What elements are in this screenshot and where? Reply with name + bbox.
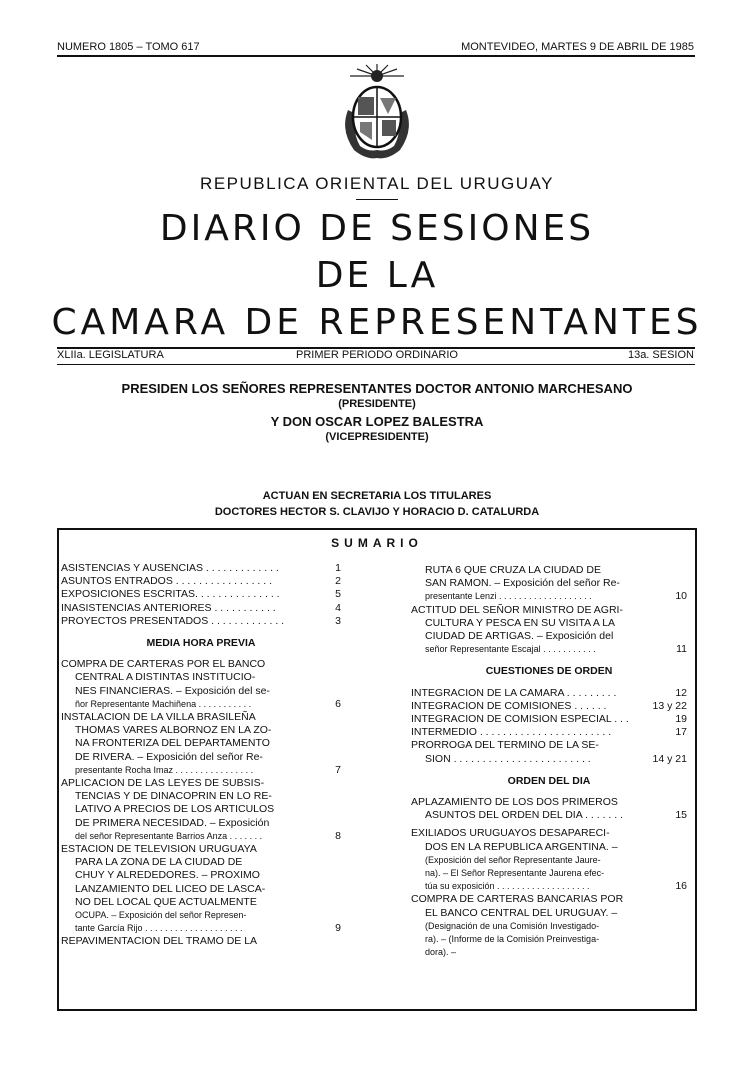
section-heading: CUESTIONES DE ORDEN: [485, 665, 613, 678]
summary-box: [57, 528, 697, 1011]
vicepresident-role: (VICEPRESIDENTE): [325, 431, 429, 443]
section-heading: ORDEN DEL DIA: [507, 774, 591, 787]
list-item[interactable]: REPAVIMENTACION DEL TRAMO DE LA: [61, 935, 258, 948]
title-divider: [356, 199, 398, 200]
list-item[interactable]: INASISTENCIAS ANTERIORES . . . . . . . . . . . 4: [61, 601, 341, 614]
list-item[interactable]: APLICACION DE LAS LEYES DE SUBSIS- TENCIAS Y DE DINACOPRIN EN LO RE- LATIVO A PRECIOS DE LOS ARTICULOS DE PRIMERA NECESIDAD. – Exposición del señor Representante Barrios Anza . . . . . . . 8: [61, 777, 341, 842]
secretaries-line: ACTUAN EN SECRETARIA LOS TITULARES: [262, 490, 492, 502]
section-heading: MEDIA HORA PREVIA: [146, 637, 256, 650]
vicepresident-line: Y DON OSCAR LOPEZ BALESTRA: [270, 414, 484, 429]
publication-title: DIARIO DE SESIONES: [159, 208, 595, 249]
legislature: XLIIa. LEGISLATURA: [57, 349, 164, 361]
list-item[interactable]: INTEGRACION DE COMISIONES . . . . . . 13 y 22: [411, 699, 687, 712]
list-item[interactable]: INTEGRACION DE COMISION ESPECIAL . . . 19: [411, 713, 687, 726]
list-item[interactable]: ASUNTOS ENTRADOS . . . . . . . . . . . . . . . . . 2: [61, 575, 341, 588]
list-item[interactable]: RUTA 6 QUE CRUZA LA CIUDAD DE SAN RAMON. – Exposición del señor Re- presentante Lenzi . . . . . . . . . . . . . . . . . . . 10: [425, 564, 687, 603]
president-role: (PRESIDENTE): [338, 398, 416, 410]
header-rule: [57, 55, 695, 57]
session-number: 13a. SESION: [627, 349, 694, 361]
issue-number: NUMERO 1805 – TOMO 617: [57, 41, 200, 53]
list-item[interactable]: APLAZAMIENTO DE LOS DOS PRIMEROS ASUNTOS DEL ORDEN DEL DIA . . . . . . . 15: [411, 796, 687, 822]
summary-right-column: [411, 564, 687, 959]
list-item[interactable]: INSTALACION DE LA VILLA BRASILEÑA THOMAS VARES ALBORNOZ EN LA ZO- NA FRONTERIZA DEL DEPARTAMENTO DE RIVERA. – Exposición del señor Re- presentante Rocha Imaz . . . . . . . . . . . . . . . . 7: [61, 711, 341, 776]
secretaries-names: DOCTORES HECTOR S. CLAVIJO Y HORACIO D. CATALURDA: [214, 506, 540, 518]
issue-date: MONTEVIDEO, MARTES 9 DE ABRIL DE 1985: [461, 41, 694, 53]
summary-title: SUMARIO: [331, 536, 423, 550]
summary-left-column: [61, 562, 341, 949]
list-item[interactable]: COMPRA DE CARTERAS BANCARIAS POR EL BANCO CENTRAL DEL URUGUAY. – (Designación de una Comisión Investigado- ra). – (Informe de la Comisión Preinvestiga- dora). –: [411, 893, 624, 958]
publication-title-line2: DE LA: [315, 255, 439, 296]
list-item[interactable]: ESTACION DE TELEVISION URUGUAYA PARA LA ZONA DE LA CIUDAD DE CHUY Y ALREDEDORES. – PROXIMO LANZAMIENTO DEL LICEO DE LASCA- NO DEL LOCAL QUE ACTUALMENTE OCUPA. – Exposición del señor Represen- tante García Rijo . . . . . . . . . . . . . . . . . . . . 9: [61, 843, 341, 935]
session-period: PRIMER PERIODO ORDINARIO: [296, 349, 458, 361]
list-item[interactable]: PROYECTOS PRESENTADOS . . . . . . . . . . . . . 3: [61, 614, 341, 627]
list-item[interactable]: ACTITUD DEL SEÑOR MINISTRO DE AGRI- CULTURA Y PESCA EN SU VISITA A LA CIUDAD DE ARTIGAS. – Exposición del señor Representante Escajal . . . . . . . . . . . 11: [411, 603, 687, 656]
list-item[interactable]: INTEGRACION DE LA CAMARA . . . . . . . . . 12: [411, 686, 687, 699]
list-item[interactable]: EXPOSICIONES ESCRITAS. . . . . . . . . . . . . . . 5: [61, 588, 341, 601]
republic-name: REPUBLICA ORIENTAL DEL URUGUAY: [200, 174, 554, 193]
list-item[interactable]: PRORROGA DEL TERMINO DE LA SE- SION . . . . . . . . . . . . . . . . . . . . . . . . 14 y 21: [411, 739, 687, 765]
list-item[interactable]: COMPRA DE CARTERAS POR EL BANCO CENTRAL A DISTINTAS INSTITUCIO- NES FINANCIERAS. – Exposición del se- ñor Representante Machiñena . . . . . . . . . . . 6: [61, 658, 341, 710]
list-item[interactable]: ASISTENCIAS Y AUSENCIAS . . . . . . . . . . . . . 1: [61, 562, 341, 574]
list-item[interactable]: EXILIADOS URUGUAYOS DESAPARECI- DOS EN LA REPUBLICA ARGENTINA. – (Exposición del señor Representante Jaure- na). – El Señor Representante Jaurena efec- túa su exposición . . . . . . . . . . . . . . . . . . . 16: [411, 827, 687, 893]
presidency-line: PRESIDEN LOS SEÑORES REPRESENTANTES DOCTOR ANTONIO MARCHESANO: [121, 381, 633, 396]
list-item[interactable]: INTERMEDIO . . . . . . . . . . . . . . . . . . . . . . . 17: [411, 726, 687, 739]
session-rule-bottom: [57, 364, 695, 365]
coat-of-arms-icon: [336, 62, 418, 162]
chamber-name: CAMARA DE REPRESENTANTES: [51, 302, 703, 343]
